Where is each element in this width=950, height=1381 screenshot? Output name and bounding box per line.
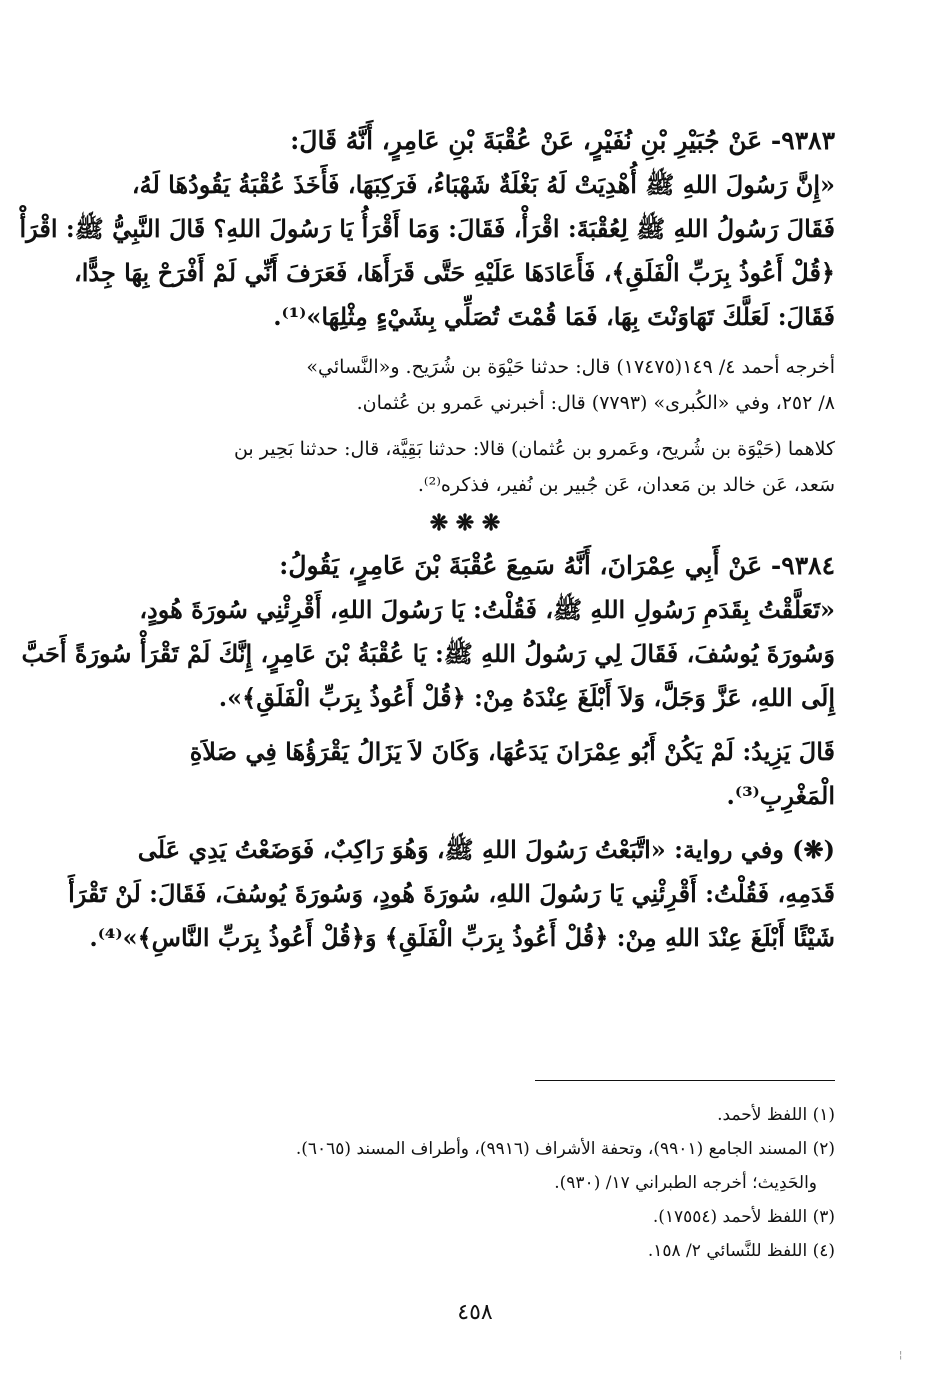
hadith-9383-line-2: فَقَالَ رَسُولُ اللهِ ﷺ لِعُقْبَةَ: اقْرَأْ، فَقَالَ: وَمَا أَقْرَأُ يَا رَسُولَ اللهِ؟ قَالَ النَّبِيُّ ﷺ: اقْرَأْ [19, 214, 835, 243]
section-separator: ❋ ❋ ❋ [429, 510, 501, 536]
scan-edge-mark: ¦ [899, 1350, 903, 1361]
hadith-9384-line-1: «تَعَلَّقْتُ بِقَدَمِ رَسُولِ اللهِ ﷺ، فَقُلْتُ: يَا رَسُولَ اللهِ، أَقْرِئْنِي سُورَةَ هُودٍ، [139, 595, 835, 624]
hadith-9383-line-3: ﴿قُلْ أَعُوذُ بِرَبِّ الْفَلَقِ﴾، فَأَعَادَهَا عَلَيْهِ حَتَّى قَرَأَهَا، فَعَرَفَ أَنِّي لَمْ أَفْرَحْ بِهَا جِدًّا، [73, 258, 835, 287]
hadith-9384-yazid-line-1: قَالَ يَزِيدُ: لَمْ يَكُنْ أَبُو عِمْرَانَ يَدَعُهَا، وَكَانَ لاَ يَزَالُ يَقْرَؤُهَا فِي صَلاَةِ [189, 737, 835, 766]
footnote-divider [535, 1080, 835, 1081]
footnotes [120, 1098, 835, 1268]
hadith-9384-yazid-line-2: الْمَغْرِبِ⁽³⁾. [726, 781, 835, 810]
hadith-9384-riwaya-line-1: (❋) وفي رواية: «اتَّبَعْتُ رَسُولَ اللهِ ﷺ، وَهُوَ رَاكِبٌ، فَوَضَعْتُ يَدِي عَلَى [137, 835, 835, 864]
spacer [95, 421, 835, 431]
hadith-9384-riwaya-line-2: قَدَمِهِ، فَقُلْتُ: أَقْرِئْنِي يَا رَسُولَ اللهِ، سُورَةَ هُودٍ، وَسُورَةَ يُوسُفَ، فَقَالَ: لَنْ تَقْرَأَ [68, 879, 835, 908]
hadith-9384-line-2: وَسُورَةَ يُوسُفَ، فَقَالَ لِي رَسُولُ اللهِ ﷺ: يَا عُقْبَةُ بْنَ عَامِرٍ، إِنَّكَ لَمْ تَقْرَأْ سُورَةً أَحَبَّ [21, 639, 835, 668]
hadith-9384-riwaya-line-3: شَيْئًا أَبْلَغَ عِنْدَ اللهِ مِنْ: ﴿قُلْ أَعُوذُ بِرَبِّ الْفَلَقِ﴾ وَ﴿قُلْ أَعُوذُ بِرَبِّ النَّاسِ﴾»⁽⁴⁾. [89, 923, 835, 952]
footnote-2-continuation: والحَدِيث؛ أخرجه الطبراني ١٧/ (٩٣٠). [554, 1173, 817, 1193]
hadith-9383-heading: ٩٣٨٣- عَنْ جُبَيْرِ بْنِ نُفَيْرٍ، عَنْ عُقْبَةَ بْنِ عَامِرٍ، أَنَّهُ قَالَ: [290, 126, 835, 155]
hadith-9383-takhrij-line-1: أخرجه أحمد ٤/ ١٤٩(١٧٤٧٥) قال: حدثنا حَيْوَة بن شُرَيح. و«النَّسائي» [306, 356, 835, 378]
footnote-3: (٣) اللفظ لأحمد (١٧٥٥٤). [652, 1207, 835, 1227]
footnote-2: (٢) المسند الجامع (٩٩٠١)، وتحفة الأشراف (٩٩١٦)، وأطراف المسند (٦٠٦٥). [295, 1139, 835, 1159]
hadith-9384-line-3: إِلَى اللهِ، عَزَّ وَجَلَّ، وَلاَ أَبْلَغَ عِنْدَهُ مِنْ: ﴿قُلْ أَعُوذُ بِرَبِّ الْفَلَقِ﴾». [218, 683, 835, 712]
hadith-9383-isnad-line-2: سَعد، عَن خالد بن مَعدان، عَن جُبير بن نُفير، فذكره⁽²⁾. [417, 474, 835, 496]
hadith-9383-line-4: فَقَالَ: لَعَلَّكَ تَهَاوَنْتَ بِهَا، فَمَا قُمْتَ تُصَلِّي بِشَيْءٍ مِثْلِهَا»⁽¹⁾. [273, 302, 835, 331]
footnote-1: (١) اللفظ لأحمد. [717, 1105, 835, 1125]
spacer [95, 720, 835, 730]
spacer [95, 818, 835, 828]
hadith-9383-line-1: «إِنَّ رَسُولَ اللهِ ﷺ أُهْدِيَتْ لَهُ بَغْلَةٌ شَهْبَاءُ، فَرَكِبَهَا، فَأَخَذَ عُقْبَةُ يَقُودُهَا لَهُ، [131, 170, 835, 199]
spacer [95, 339, 835, 349]
hadith-9383-isnad-line-1: كلاهما (حَيْوَة بن شُريح، وعَمرو بن عُثمان) قالا: حدثنا بَقِيَّة، قال: حدثنا بَحِير بن [233, 438, 835, 460]
hadith-9383-takhrij-line-2: ٨/ ٢٥٢، وفي «الكُبرى» (٧٧٩٣) قال: أخبرني عَمرو بن عُثمان. [356, 392, 835, 414]
page-number: ٤٥٨ [457, 1300, 493, 1325]
footnote-4: (٤) اللفظ للنَّسائي ٢/ ١٥٨. [647, 1241, 835, 1261]
page-body [19, 118, 835, 960]
hadith-9384-heading: ٩٣٨٤- عَنْ أَبِي عِمْرَانَ، أَنَّهُ سَمِعَ عُقْبَةَ بْنَ عَامِرٍ، يَقُولُ: [279, 551, 835, 580]
